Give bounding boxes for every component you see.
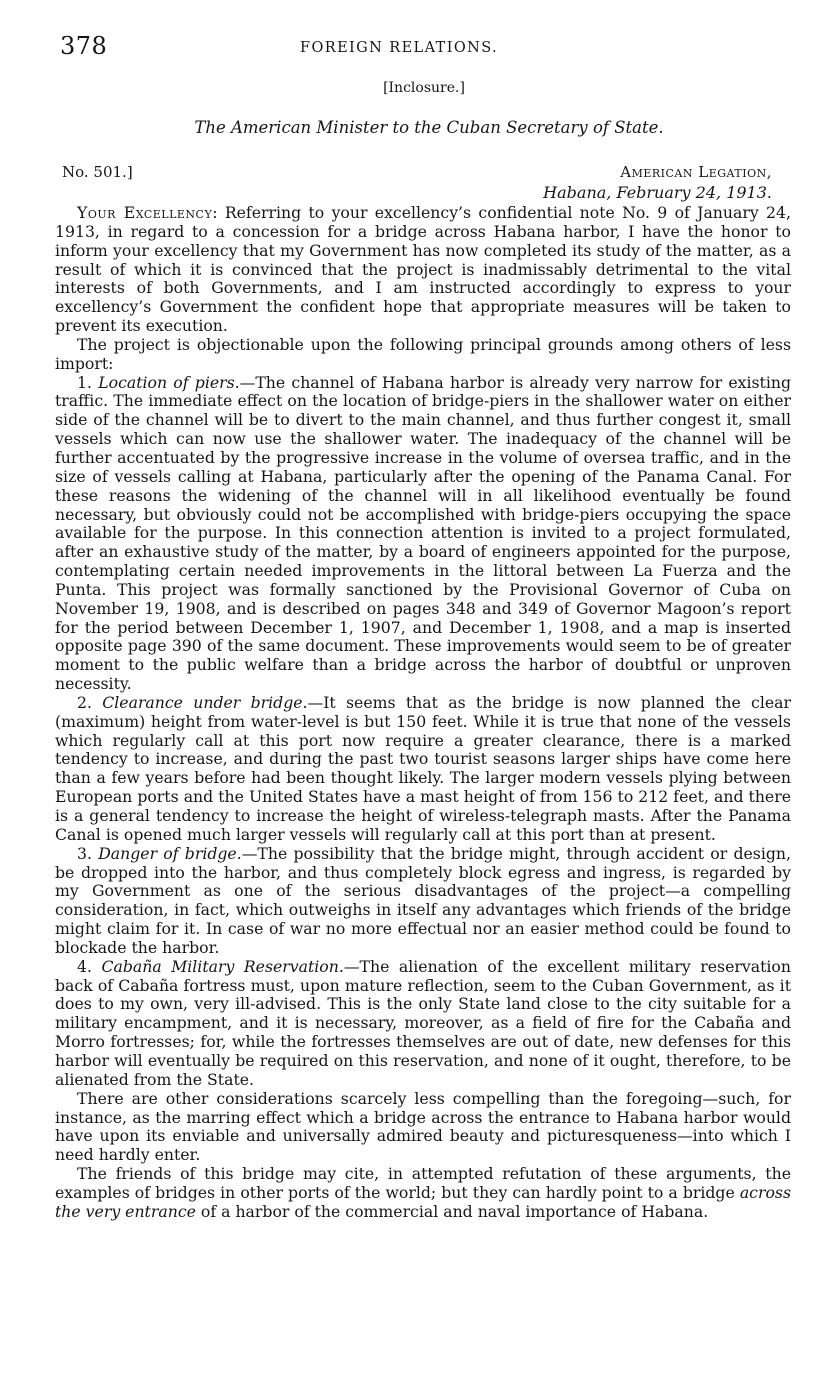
paragraph-text-a: The friends of this bridge may cite, in attempted refutation of these arguments, the examples of bridges in other ports of the world; but they can hardly point to a bridge bbox=[55, 1164, 791, 1202]
paragraph-location-of-piers bbox=[55, 374, 791, 694]
paragraph-other-considerations: There are other considerations scarcely less compelling than the foregoing—such, for instance, as the marring effect which a bridge across the entrance to Habana harbor would have upon its enviable and universally admired beauty and picturesqueness—into which I need hardly enter. bbox=[55, 1088, 791, 1165]
item-heading: Clearance under bridge. bbox=[102, 692, 308, 712]
item-number: 3. bbox=[77, 843, 99, 863]
paragraph-2: The project is objectionable upon the following principal grounds among others of less import: bbox=[55, 334, 791, 373]
running-head: FOREIGN RELATIONS. bbox=[300, 40, 499, 56]
paragraph-1 bbox=[55, 204, 791, 336]
paragraph-danger-of-bridge bbox=[55, 845, 791, 958]
paragraph-clearance-under-bridge bbox=[55, 694, 791, 845]
letter-body bbox=[55, 204, 791, 1222]
item-text: —The channel of Habana harbor is already very narrow for existing traffic. The immediate effect on the location of bridge-piers in the shallower water on either side of the channel will be to divert to the main channel, and thus further congest it, small vessels which can now use the shallower water. The inadequacy of the channel will be further accentuated by the progressive increase in the volume of oversea traffic, and in the size of vessels calling at Habana, particularly after the opening of the Panama Canal. For these reasons the widening of the channel will in all likelihood eventually be found necessary, but obviously could not be accomplished with bridge-piers occupying the space available for the purpose. In this connection attention is invited to a project formulated, after an exhaustive study of the matter, by a board of engineers appointed for the purpose, contemplating certain needed improvements in the littoral between La Fuerza and the Punta. This project was formally sanctioned by the Provisional Governor of Cuba on November 19, 1908, and is described on pages 348 and 349 of Governor Magoon’s report for the period between December 1, 1907, and December 1, 1908, and a map is inserted opposite page 390 of the same document. These improvements would seem to be of greater moment to the public welfare than a bridge across the harbor of doubtful or unproven necessity. bbox=[55, 372, 791, 694]
paragraph-1-text: : Referring to your excellency’s confidential note No. 9 of January 24, 1913, in regard to a concession for a bridge across Habana harbor, I have the honor to inform your excellency that my Government has now completed its study of the matter, as a result of which it is convinced that the project is inadmissably detrimental to the vital interests of both Governments, and I am instructed accordingly to express to your excellency’s Government the confident hope that appropriate measures will be taken to prevent its execution. bbox=[55, 203, 791, 336]
page-number: 378 bbox=[60, 32, 108, 60]
salutation: Your Excellency bbox=[77, 203, 213, 222]
emphasis-text: across the very entrance bbox=[55, 1182, 791, 1221]
item-text: —The alienation of the excellent military reservation back of Cabaña fortress must, upon mature reflection, seem to the Cuban Government, as it does to my own, very ill-advised. This is the only State land close to the city suitable for a military encampment, and it is necessary, moreover, as a field of fire for the Cabaña and Morro fortresses; for, while the fortresses themselves are out of date, new defenses for this harbor will eventually be required on this reservation, and none of it ought, therefore, to be alienated from the State. bbox=[55, 956, 791, 1089]
item-number: 2. bbox=[77, 692, 103, 712]
paragraph-friends-of-bridge bbox=[55, 1165, 791, 1222]
item-heading: Location of piers. bbox=[98, 372, 240, 392]
inclosure-label: [Inclosure.] bbox=[383, 80, 465, 96]
paragraph-text-b: of a harbor of the commercial and naval importance of Habana. bbox=[195, 1201, 709, 1221]
page-header bbox=[0, 30, 828, 66]
item-number: 4. bbox=[77, 956, 102, 976]
item-number: 1. bbox=[77, 372, 99, 392]
legation-line: American Legation, bbox=[620, 163, 772, 181]
item-heading: Danger of bridge. bbox=[98, 843, 242, 863]
paragraph-cabana-reservation bbox=[55, 958, 791, 1090]
document-title: The American Minister to the Cuban Secretary of State. bbox=[194, 118, 664, 137]
item-text: —It seems that as the bridge is now planned the clear (maximum) height from water-level is but 150 feet. While it is true that none of the vessels which regularly call at this port now require a greater clearance, there is a marked tendency to increase, and during the past two tourist seasons larger ships have come here than a few years before had been thought likely. The larger modern vessels plying between European ports and the United States have a mast height of from 156 to 212 feet, and there is a general tendency to increase the height of wireless-telegraph masts. After the Panama Canal is opened much larger vessels will regularly call at this port than at present. bbox=[55, 692, 791, 844]
document-number: No. 501.] bbox=[62, 163, 133, 181]
dateline: Habana, February 24, 1913. bbox=[543, 183, 772, 202]
item-text: —The possibility that the bridge might, through accident or design, be dropped into the harbor, and thus completely block egress and ingress, is regarded by my Government as one of the serious disadvantages of the project—a compelling consideration, in fact, which outweighs in itself any advantages which friends of the bridge might claim for it. In case of war no more effectual nor an easier method could be found to blockade the harbor. bbox=[55, 843, 791, 957]
item-heading: Cabaña Military Reservation. bbox=[101, 956, 344, 976]
